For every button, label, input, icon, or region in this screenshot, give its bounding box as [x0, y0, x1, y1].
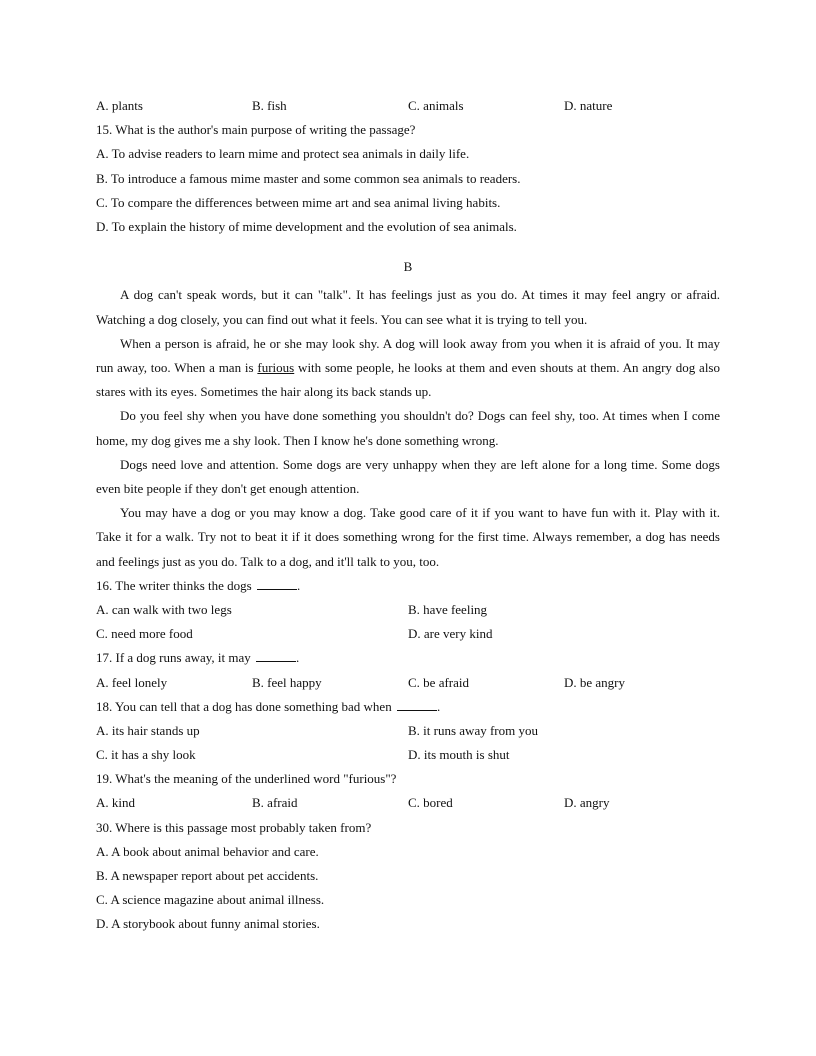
q30-stem: 30. Where is this passage most probably taken from?: [96, 819, 372, 835]
passage-paragraph-3: Do you feel shy when you have done something you shouldn't do? Dogs can feel shy, too. At times when I come home, my dog gives me a shy look. Then I know he's done something wrong.: [96, 408, 720, 448]
answer-blank: [257, 577, 297, 590]
option-a: A. plants: [96, 98, 143, 113]
q14-options: [96, 94, 720, 118]
option-b: B. feel happy: [252, 674, 322, 690]
q17-options: [96, 671, 720, 695]
section-title: B: [403, 259, 413, 275]
q15-option-d: D. To explain the history of mime development and the evolution of sea animals.: [96, 218, 517, 234]
answer-blank: [256, 649, 296, 662]
spacer: [96, 239, 720, 255]
option-d: D. are very kind: [408, 626, 493, 642]
answer-blank: [397, 698, 437, 711]
passage-paragraph-2: [96, 332, 720, 405]
q30-option-a: A. A book about animal behavior and care.: [96, 843, 319, 859]
option-c: C. need more food: [96, 626, 193, 642]
q30-option-b: B. A newspaper report about pet accidents.: [96, 868, 319, 883]
passage-paragraph-5: You may have a dog or you may know a dog. Take good care of it if you want to have fun with it. Play with it. Take it for a walk. Try not to beat it if it does something wrong for the first time. Always remember, a dog has needs and feelings just as you do. Talk to a dog, and it'll talk to you, too.: [96, 505, 720, 569]
q17-stem: 17. If a dog runs away, it may .: [96, 650, 300, 666]
q17-stem-text: 17. If a dog runs away, it may: [96, 650, 251, 666]
passage-paragraph-1: A dog can't speak words, but it can "talk". It has feelings just as you do. At times it may feel angry or afraid. Watching a dog closely, you can find out what it feels. You can see what it is trying to tell you.: [96, 287, 720, 327]
option-a: A. can walk with two legs: [96, 601, 232, 617]
underlined-word: furious: [257, 359, 295, 375]
p2-text-before: When a person is afraid, he or she may look shy. A dog will look away from you when it is afraid of you. It may run away, too. When a man is: [96, 335, 720, 375]
q16-stem-text: 16. The writer thinks the dogs: [96, 577, 252, 593]
passage-paragraph-4: Dogs need love and attention. Some dogs are very unhappy when they are left alone for a long time. Some dogs even bite people if they don't get enough attention.: [96, 456, 720, 496]
option-d: D. nature: [564, 98, 613, 113]
q16-stem: 16. The writer thinks the dogs .: [96, 577, 301, 593]
q30-option-d: D. A storybook about funny animal stories.: [96, 916, 320, 932]
q18-stem: 18. You can tell that a dog has done something bad when .: [96, 698, 441, 714]
option-d: D. its mouth is shut: [408, 747, 510, 763]
option-a: A. kind: [96, 795, 135, 811]
p2-text-after: with some people, he looks at them and even shouts at them. An angry dog also stares with its eyes. Sometimes the hair along its back stands up.: [96, 359, 720, 400]
option-b: B. it runs away from you: [408, 722, 538, 738]
q16-options-row2: [96, 622, 720, 646]
option-c: C. animals: [408, 98, 464, 113]
q15-option-b: B. To introduce a famous mime master and some common sea animals to readers.: [96, 170, 521, 186]
option-b: B. afraid: [252, 795, 298, 811]
q15-option-a: A. To advise readers to learn mime and protect sea animals in daily life.: [96, 146, 470, 162]
q18-options-row2: [96, 743, 720, 767]
q19-options: [96, 791, 720, 815]
q30-option-c: C. A science magazine about animal illness.: [96, 892, 325, 908]
option-c: C. it has a shy look: [96, 747, 196, 763]
option-c: C. be afraid: [408, 674, 470, 690]
option-a: A. feel lonely: [96, 674, 168, 690]
option-a: A. its hair stands up: [96, 722, 200, 738]
q15-option-c: C. To compare the differences between mime art and sea animal living habits.: [96, 194, 501, 210]
option-b: B. have feeling: [408, 601, 488, 617]
option-d: D. be angry: [564, 674, 626, 690]
option-d: D. angry: [564, 795, 610, 811]
q18-options-row1: [96, 719, 720, 743]
option-b: B. fish: [252, 98, 287, 113]
q18-stem-text: 18. You can tell that a dog has done something bad when: [96, 698, 392, 714]
worksheet-page: [96, 94, 720, 937]
q16-options-row1: [96, 598, 720, 622]
q19-stem: 19. What's the meaning of the underlined word "furious"?: [96, 771, 397, 787]
option-c: C. bored: [408, 795, 453, 811]
q15-stem: 15. What is the author's main purpose of writing the passage?: [96, 122, 416, 138]
